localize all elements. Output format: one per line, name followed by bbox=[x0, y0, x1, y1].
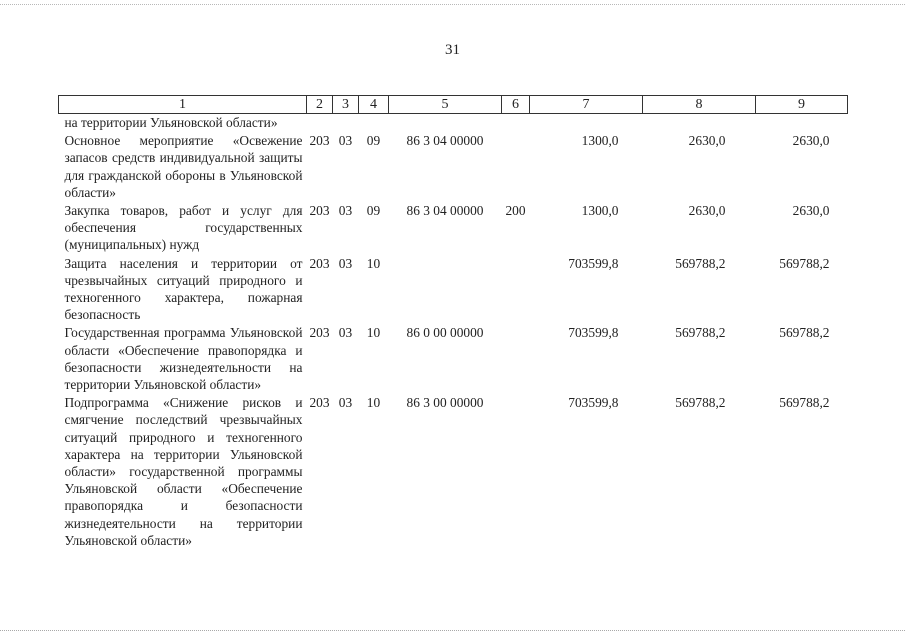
table-row bbox=[59, 202, 848, 255]
row-subsection-code: 09 bbox=[366, 133, 381, 149]
row-target-code: 86 3 04 00000 bbox=[406, 133, 484, 149]
header-col-4: 4 bbox=[359, 96, 389, 114]
row-target-code: 86 0 00 00000 bbox=[406, 325, 484, 341]
table-row bbox=[59, 394, 848, 550]
table-row bbox=[59, 255, 848, 325]
header-col-8: 8 bbox=[643, 96, 756, 114]
row-amount-3: 569788,2 bbox=[779, 395, 830, 411]
row-amount-1: 703599,8 bbox=[568, 395, 619, 411]
header-col-5: 5 bbox=[389, 96, 502, 114]
row-expense-type bbox=[502, 255, 530, 325]
row-ministry-code: 203 bbox=[309, 395, 330, 411]
row-name: Подпрограмма «Снижение рисков и смягчение последствий чрезвычайных ситуаций природного и техногенного характера на территории Ульяновской области» государственной программы Ульяновской области «Обеспечение правопорядка и безопасности жизнедеятельности на территории Ульяновской области» bbox=[64, 395, 303, 548]
row-name: на территории Ульяновской области» bbox=[64, 115, 278, 130]
row-amount-2: 569788,2 bbox=[675, 395, 726, 411]
row-expense-type bbox=[502, 114, 530, 133]
row-amount-3: 2630,0 bbox=[792, 133, 830, 149]
row-section-code: 03 bbox=[338, 395, 353, 411]
row-amount-2: 569788,2 bbox=[675, 325, 726, 341]
table-header bbox=[59, 96, 848, 114]
row-amount-1: 1300,0 bbox=[581, 203, 619, 219]
row-ministry-code: 203 bbox=[309, 255, 330, 271]
row-ministry-code bbox=[307, 114, 333, 133]
row-name: Государственная программа Ульяновской области «Обеспечение правопорядка и безопасности жизнедеятельности на территории Ульяновской области» bbox=[64, 325, 303, 393]
row-amount-1: 1300,0 bbox=[581, 133, 619, 149]
row-target-code: 86 3 04 00000 bbox=[406, 203, 484, 219]
row-subsection-code: 10 bbox=[366, 255, 381, 271]
row-expense-type bbox=[502, 394, 530, 550]
row-target-code bbox=[389, 255, 502, 325]
row-ministry-code: 203 bbox=[309, 203, 330, 219]
table-row bbox=[59, 114, 848, 133]
header-col-6: 6 bbox=[502, 96, 530, 114]
row-section-code: 03 bbox=[338, 203, 353, 219]
table-row bbox=[59, 132, 848, 202]
header-col-2: 2 bbox=[307, 96, 333, 114]
row-amount-2: 569788,2 bbox=[675, 255, 726, 271]
scan-edge-top bbox=[0, 4, 905, 6]
row-amount-3: 569788,2 bbox=[779, 255, 830, 271]
header-col-9: 9 bbox=[756, 96, 848, 114]
row-target-code: 86 3 00 00000 bbox=[406, 395, 484, 411]
row-expense-type: 200 bbox=[505, 203, 526, 219]
row-ministry-code: 203 bbox=[309, 133, 330, 149]
budget-table bbox=[58, 95, 848, 550]
row-expense-type bbox=[502, 324, 530, 394]
row-subsection-code: 09 bbox=[366, 203, 381, 219]
row-amount-1: 703599,8 bbox=[568, 325, 619, 341]
row-name: Основное мероприятие «Освежение запасов средств индивидуальной защиты для гражданской обороны в Ульяновской области» bbox=[64, 133, 303, 200]
row-amount-1 bbox=[530, 114, 643, 133]
row-ministry-code: 203 bbox=[309, 325, 330, 341]
row-name: Закупка товаров, работ и услуг для обеспечения государственных (муниципальных) нужд bbox=[64, 203, 303, 253]
row-section-code bbox=[333, 114, 359, 133]
row-amount-1: 703599,8 bbox=[568, 255, 619, 271]
table-row bbox=[59, 324, 848, 394]
row-subsection-code: 10 bbox=[366, 395, 381, 411]
row-amount-3: 2630,0 bbox=[792, 203, 830, 219]
row-subsection-code: 10 bbox=[366, 325, 381, 341]
header-row bbox=[59, 96, 848, 114]
row-section-code: 03 bbox=[338, 325, 353, 341]
row-amount-2 bbox=[643, 114, 756, 133]
row-section-code: 03 bbox=[338, 255, 353, 271]
header-col-3: 3 bbox=[333, 96, 359, 114]
row-subsection-code bbox=[359, 114, 389, 133]
header-col-1: 1 bbox=[59, 96, 307, 114]
row-amount-3 bbox=[756, 114, 848, 133]
row-name: Защита населения и территории от чрезвычайных ситуаций природного и техногенного характера, пожарная безопасность bbox=[64, 255, 303, 323]
row-expense-type bbox=[502, 132, 530, 202]
row-amount-2: 2630,0 bbox=[688, 203, 726, 219]
scan-edge-bottom bbox=[0, 630, 905, 632]
page-number: 31 bbox=[445, 42, 460, 58]
row-section-code: 03 bbox=[338, 133, 353, 149]
row-amount-3: 569788,2 bbox=[779, 325, 830, 341]
row-amount-2: 2630,0 bbox=[688, 133, 726, 149]
header-col-7: 7 bbox=[530, 96, 643, 114]
row-target-code bbox=[389, 114, 502, 133]
table-body bbox=[59, 114, 848, 551]
